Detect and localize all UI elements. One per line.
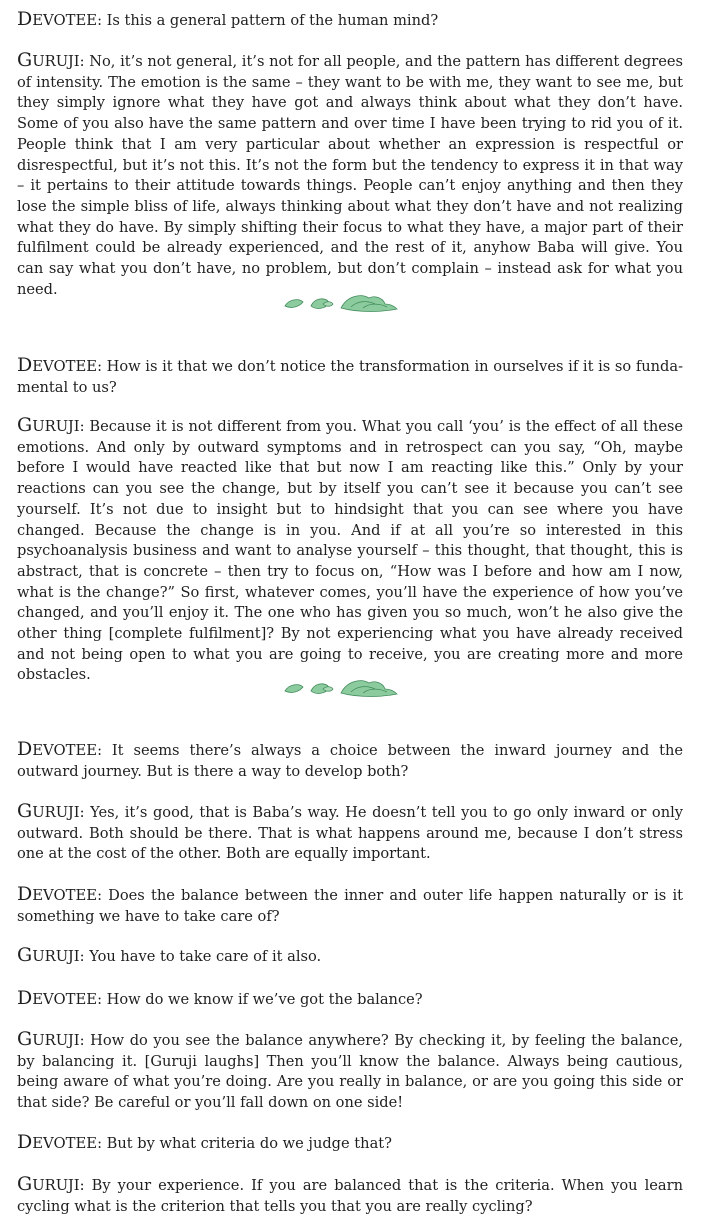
dialogue-devotee: DEVOTEE: How do we know if we’ve got the balance? [17,987,423,1009]
dialogue-guruji: GURUJI: No, it’s not general, it’s not for all people, and the pattern has different degrees of intensity. The emotion is the same – they want to be with me, they want to see me, but they simply ignore what they have got and always think about what they don’t have. Some of you also have the same pattern and over time I have been trying to rid you of it. People think that I am very particular about whether an expression is respectful or disrespectful, but it’s not this. It’s not the form but the tendency to express it in that way – it pertains to their attitude towards things. People can’t enjoy anything and then they lose the simple bliss of life, always thinking about what they don’t have and not realizing what they do have. By simply shifting their focus to what they have, a major part of their fulfilment could be already experienced, and the rest of it, anyhow Baba will give. You can say what you don’t have, no problem, but don’t complain – instead ask for what you need. [17,49,683,298]
dialogue-devotee: DEVOTEE: How is it that we don’t notice the transformation in ourselves if it is so fundamental to us? [17,354,683,396]
dialogue-guruji: GURUJI: Because it is not different from you. What you call ‘you’ is the effect of all these emotions. And only by outward symptoms and in retrospect can you say, “Oh, maybe before I would have reacted like that but now I am reacting like this.” Only by your reactions can you see the change, but by itself you can’t see it because you can’t see yourself. It’s not due to insight but to hindsight that you can see where you have changed. Because the change is in you. And if at all you’re so interested in this psychoanalysis business and want to analyse yourself – this thought, that thought, this is abstract, that is concrete – then try to focus on, “How was I before and how am I now, what is the change?” So first, whatever comes, you’ll have the experience of how you’ve changed, and you’ll enjoy it. The one who has given you so much, won’t he also give the other thing [complete fulfilment]? By not experiencing what you have already received and not being open to what you are going to receive, you are creating more and more obstacles. [17,414,683,684]
dialogue-guruji: GURUJI: Yes, it’s good, that is Baba’s way. He doesn’t tell you to go only inward or only outward. Both should be there. That is what happens around me, because I don’t stress one at the cost of the other. Both are equally important. [17,800,683,863]
section-divider [0,677,682,697]
dialogue-guruji: GURUJI: You have to take care of it also. [17,944,322,966]
dialogue-devotee: DEVOTEE: Does the balance between the inner and outer life happen naturally or is it something we have to take care of? [17,883,683,925]
dialogue-devotee: DEVOTEE: But by what criteria do we judge that? [17,1131,392,1153]
dialogue-guruji: GURUJI: How do you see the balance anywhere? By checking it, by feeling the balance, by balancing it. [Guruji laughs] Then you’ll know the balance. Always being cautious, being aware of what you’re doing. Are you really in balance, or are you going this side or that side? Be careful or you’ll fall down on one side! [17,1028,683,1112]
dialogue-devotee: DEVOTEE: Is this a general pattern of the human mind? [17,8,439,30]
leaf-ornament-icon [283,677,399,699]
dialogue-guruji: GURUJI: By your experience. If you are balanced that is the criteria. When you learn cycling what is the criterion that tells you that you are really cycling? [17,1173,683,1215]
dialogue-devotee: DEVOTEE: It seems there’s always a choice between the inward journey and the outward journey. But is there a way to develop both? [17,738,683,780]
leaf-ornament-icon [283,292,399,314]
section-divider [0,292,682,312]
